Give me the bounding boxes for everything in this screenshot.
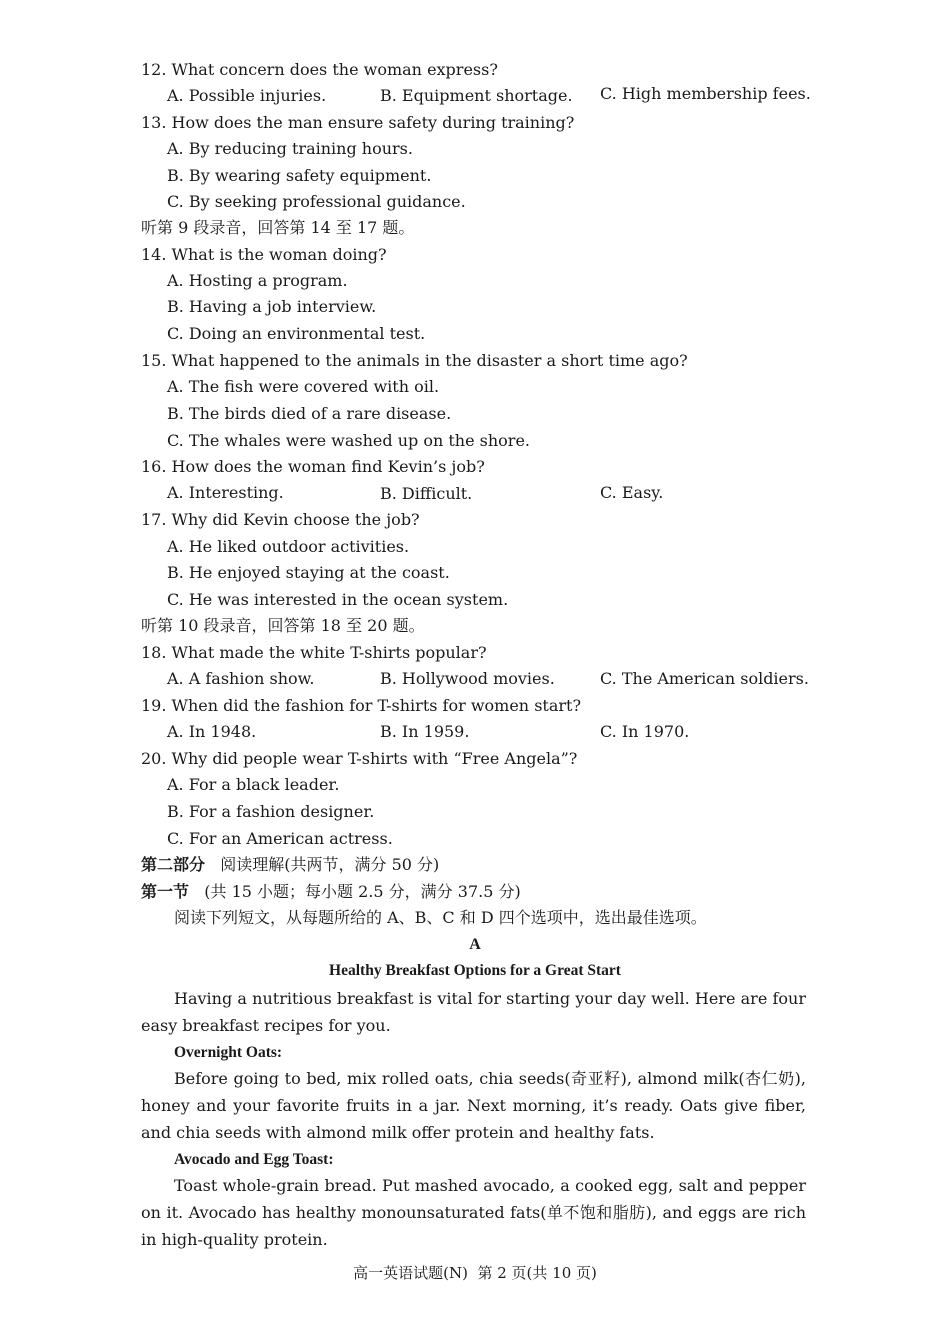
page-footer: 高一英语试题(N) 第 2 页(共 10 页) [353,1264,597,1282]
question-16-stem: 16. How does the woman find Kevin’s job? [141,457,485,476]
question-12-option-b: B. Equipment shortage. [380,86,573,105]
question-15-option-a: A. The fish were covered with oil. [167,377,440,396]
reading-instruction: 阅读下列短文，从每题所给的 A、B、C 和 D 四个选项中，选出最佳选项。 [174,908,707,927]
question-16-option-a: A. Interesting. [167,483,284,502]
part2-heading [141,855,439,875]
section-10-instruction: 听第 10 段录音，回答第 18 至 20 题。 [141,616,425,635]
question-15-stem: 15. What happened to the animals in the disaster a short time ago? [141,351,688,370]
question-13-stem: 13. How does the man ensure safety during training? [141,113,575,132]
section1-heading [141,882,521,902]
section-9-instruction: 听第 9 段录音，回答第 14 至 17 题。 [141,218,415,237]
question-18-option-b: B. Hollywood movies. [380,669,555,688]
question-14-stem: 14. What is the woman doing? [141,245,387,264]
question-15-option-c: C. The whales were washed up on the shore. [167,431,531,450]
section1-title: 第一节 [141,882,190,901]
recipe-2-text: Toast whole-grain bread. Put mashed avocado, a cooked egg, salt and pepper on it. Avocado has healthy monounsaturated fats(单不饱和脂肪), and eggs are rich in high-quality protein. [141,1176,806,1249]
question-20-option-a: A. For a black leader. [167,775,340,794]
passage-letter: A [469,936,481,953]
question-14-option-c: C. Doing an environmental test. [167,324,426,343]
recipe-1-text: Before going to bed, mix rolled oats, chia seeds(奇亚籽), almond milk(杏仁奶), honey and your favorite fruits in a jar. Next morning, it’s ready. Oats give fiber, and chia seeds with almond milk offer protein and healthy fats. [141,1069,806,1142]
question-18-option-c: C. The American soldiers. [600,669,809,688]
question-16-option-c: C. Easy. [600,483,664,502]
section1-detail: (共 15 小题；每小题 2.5 分，满分 37.5 分) [204,882,521,901]
recipe-1-heading: Overnight Oats: [174,1044,283,1061]
question-20-option-c: C. For an American actress. [167,829,393,848]
question-13-option-a: A. By reducing training hours. [167,139,413,158]
question-18-stem: 18. What made the white T-shirts popular? [141,643,487,662]
question-16-option-b: B. Difficult. [380,484,473,503]
question-12-stem: 12. What concern does the woman express? [141,60,498,79]
question-15-option-b: B. The birds died of a rare disease. [167,404,452,423]
question-20-stem: 20. Why did people wear T-shirts with “Free Angela”? [141,749,578,768]
recipe-2-heading: Avocado and Egg Toast: [174,1151,334,1168]
question-13-option-b: B. By wearing safety equipment. [167,166,432,185]
passage-title: Healthy Breakfast Options for a Great Start [329,962,621,979]
part2-title-detail: 阅读理解(共两节，满分 50 分) [220,855,440,874]
question-20-option-b: B. For a fashion designer. [167,802,375,821]
question-14-option-a: A. Hosting a program. [167,271,348,290]
question-19-stem: 19. When did the fashion for T-shirts for women start? [141,696,582,715]
question-19-option-c: C. In 1970. [600,722,690,741]
question-12-option-a: A. Possible injuries. [167,86,327,105]
question-17-option-c: C. He was interested in the ocean system. [167,590,509,609]
passage-intro: Having a nutritious breakfast is vital for starting your day well. Here are four easy breakfast recipes for you. [141,989,806,1035]
question-17-stem: 17. Why did Kevin choose the job? [141,510,420,529]
question-17-option-b: B. He enjoyed staying at the coast. [167,563,450,582]
question-19-option-b: B. In 1959. [380,722,470,741]
question-12-option-c: C. High membership fees. [600,84,811,103]
question-18-option-a: A. A fashion show. [167,669,315,688]
part2-title: 第二部分 [141,855,206,874]
question-17-option-a: A. He liked outdoor activities. [167,537,410,556]
question-13-option-c: C. By seeking professional guidance. [167,192,466,211]
question-14-option-b: B. Having a job interview. [167,297,377,316]
question-19-option-a: A. In 1948. [167,722,257,741]
